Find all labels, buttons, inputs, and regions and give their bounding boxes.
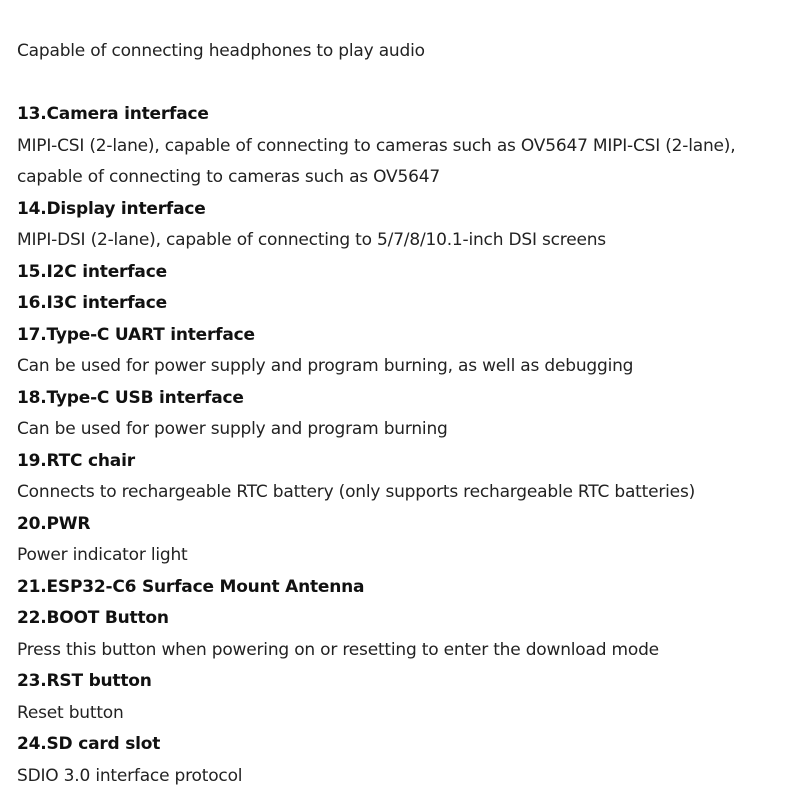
section-heading: 19.RTC chair: [17, 450, 135, 471]
section-boot: [17, 603, 787, 666]
section-antenna: [17, 572, 787, 604]
section-sd: [17, 729, 787, 792]
section-text: Can be used for power supply and program burning: [17, 419, 448, 439]
section-display: [17, 194, 787, 257]
section-heading: 14.Display interface: [17, 198, 206, 219]
section-rst: [17, 666, 787, 729]
section-heading: 20.PWR: [17, 513, 91, 534]
section-text: SDIO 3.0 interface protocol: [17, 765, 243, 786]
section-heading: 16.I3C interface: [17, 293, 167, 313]
section-heading: 23.RST button: [17, 671, 152, 691]
document-body: [17, 36, 787, 792]
section-text: Connects to rechargeable RTC battery (only supports rechargeable RTC batteries): [17, 482, 696, 502]
section-i2c: [17, 257, 787, 289]
section-rtc: [17, 446, 787, 509]
section-text: Reset button: [17, 702, 124, 723]
section-usb: [17, 383, 787, 446]
section-heading: 17.Type-C UART interface: [17, 324, 255, 345]
section-text: Press this button when powering on or resetting to enter the download mode: [17, 639, 659, 660]
section-text: MIPI-DSI (2-lane), capable of connecting to 5/7/8/10.1-inch DSI screens: [17, 230, 606, 250]
section-i3c: [17, 288, 787, 320]
section-text: capable of connecting to cameras such as OV5647: [17, 167, 440, 187]
section-heading: 21.ESP32-C6 Surface Mount Antenna: [17, 576, 365, 597]
section-heading: 24.SD card slot: [17, 734, 161, 754]
section-text: Power indicator light: [17, 545, 188, 565]
section-camera: [17, 99, 787, 194]
intro-text: Capable of connecting headphones to play audio: [17, 41, 425, 61]
section-heading: 18.Type-C USB interface: [17, 387, 244, 408]
section-text: MIPI-CSI (2-lane), capable of connecting to cameras such as OV5647 MIPI-CSI (2-lane),: [17, 135, 736, 156]
section-pwr: [17, 509, 787, 572]
section-heading: 13.Camera interface: [17, 104, 209, 124]
section-heading: 22.BOOT Button: [17, 608, 169, 628]
section-uart: [17, 320, 787, 383]
section-text: Can be used for power supply and program burning, as well as debugging: [17, 356, 634, 376]
section-heading: 15.I2C interface: [17, 261, 167, 282]
